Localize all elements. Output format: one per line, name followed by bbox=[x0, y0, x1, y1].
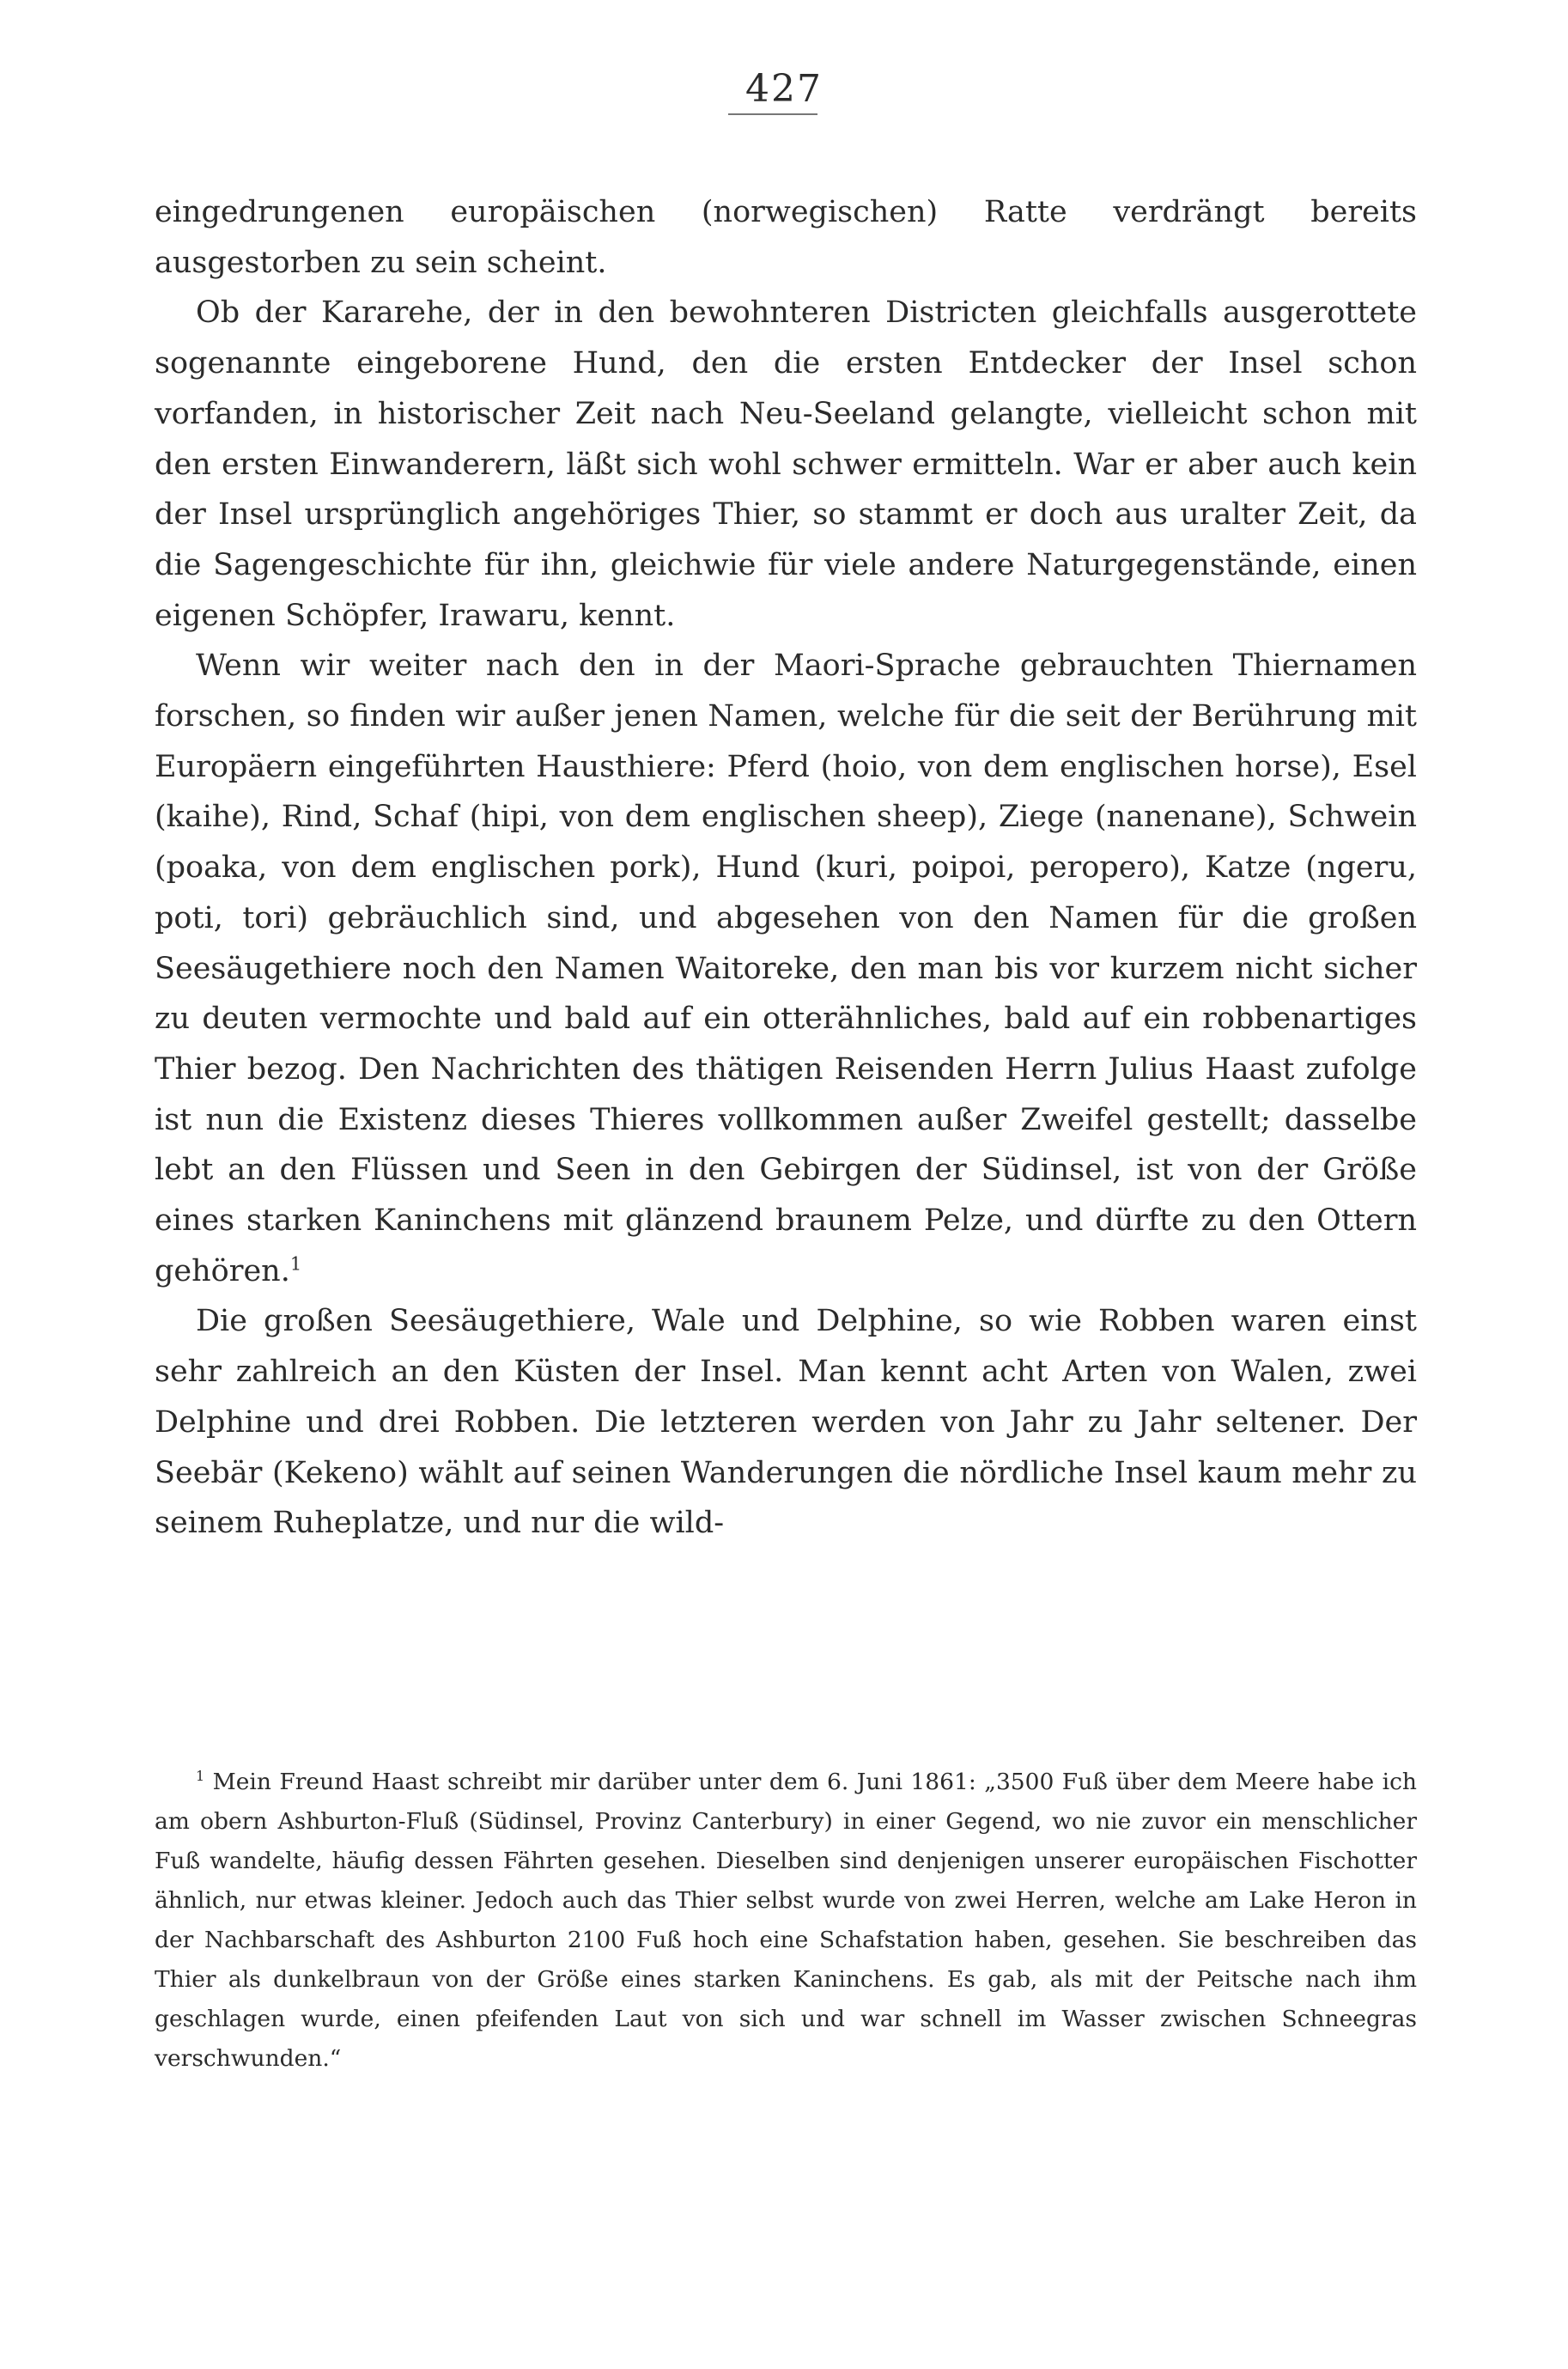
paragraph-3 bbox=[155, 641, 1417, 1296]
paragraph-4 bbox=[155, 1296, 1417, 1549]
footnote-mark: 1 bbox=[196, 1768, 205, 1785]
paragraph-2 bbox=[155, 288, 1417, 641]
footnote bbox=[155, 1763, 1417, 2079]
footnote-reference: 1 bbox=[289, 1253, 302, 1275]
paragraph-3-text: Wenn wir weiter nach den in der Maori-Sprache gebrauchten Thiernamen forschen, so finden wir außer jenen Namen, welche für die seit der Berührung mit Europäern eingeführten Hausthiere: Pferd (hoio, von dem englischen horse), Esel (kaihe), Rind, Schaf (hipi, von dem englischen sheep), Ziege (nanenane), Schwein (poaka, von dem englischen pork), Hund (kuri, poipoi, peropero), Katze (ngeru, poti, tori) gebräuchlich sind, und abgesehen von den Namen für die großen Seesäugethiere noch den Namen Waitoreke, den man bis vor kurzem nicht sicher zu deuten vermochte und bald auf ein otterähnliches, bald auf ein robbenartiges Thier bezog. Den Nachrichten des thätigen Reisenden Herrn Julius Haast zufolge ist nun die Existenz dieses Thieres vollkommen außer Zweifel gestellt; dasselbe lebt an den Flüssen und Seen in den Gebirgen der Südinsel, ist von der Größe eines starken Kaninchens mit glänzend braunem Pelze, und dürfte zu den Ottern gehören. bbox=[155, 649, 1417, 1288]
paragraph-1-text: eingedrungenen europäischen (norwegischen) Ratte verdrängt bereits ausgestorben zu sein scheint. bbox=[155, 195, 1417, 280]
paragraph-2-text: Ob der Kararehe, der in den bewohnteren Districten gleichfalls ausgerottete sogenannte eingeborene Hund, den die ersten Entdecker der Insel schon vorfanden, in historischer Zeit nach Neu-Seeland gelangte, vielleicht schon mit den ersten Einwanderern, läßt sich wohl schwer ermitteln. War er aber auch kein der Insel ursprünglich angehöriges Thier, so stammt er doch aus uralter Zeit, da die Sagengeschichte für ihn, gleichwie für viele andere Naturgegenstände, einen eigenen Schöpfer, Irawaru, kennt. bbox=[155, 295, 1417, 633]
body-text bbox=[155, 187, 1417, 1549]
footnote-text: Mein Freund Haast schreibt mir darüber unter dem 6. Juni 1861: „3500 Fuß über dem Meere habe ich am obern Ashburton-Fluß (Südinsel, Provinz Canterbury) in einer Gegend, wo nie zuvor ein menschlicher Fuß wandelte, häufig dessen Fährten gesehen. Dieselben sind denjenigen unserer europäischen Fischotter ähnlich, nur etwas kleiner. Jedoch auch das Thier selbst wurde von zwei Herren, welche am Lake Heron in der Nachbarschaft des Ashburton 2100 Fuß hoch eine Schafstation haben, gesehen. Sie beschreiben das Thier als dunkelbraun von der Größe eines starken Kaninchens. Es gab, als mit der Peitsche nach ihm geschlagen wurde, einen pfeifenden Laut von sich und war schnell im Wasser zwischen Schneegras verschwunden.“ bbox=[155, 1769, 1417, 2072]
paragraph-1 bbox=[155, 187, 1417, 288]
page-number: 427 bbox=[745, 67, 823, 111]
header-rule bbox=[728, 113, 817, 115]
paragraph-4-text: Die großen Seesäugethiere, Wale und Delphine, so wie Robben waren einst sehr zahlreich an den Küsten der Insel. Man kennt acht Arten von Walen, zwei Delphine und drei Robben. Die letzteren werden von Jahr zu Jahr seltener. Der Seebär (Kekeno) wählt auf seinen Wanderungen die nördliche Insel kaum mehr zu seinem Ruheplatze, und nur die wild- bbox=[155, 1304, 1417, 1541]
